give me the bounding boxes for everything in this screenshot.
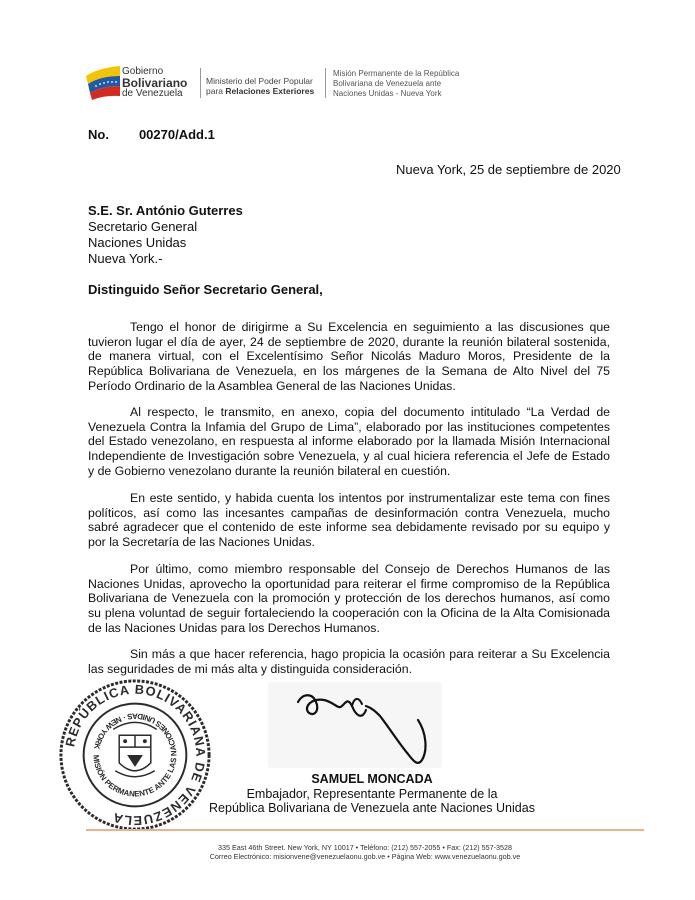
footer-email-web: Correo Electrónico: misionvene@venezuelaonu.gob.ve • Página Web: www.venezuelaonu.gob.ve xyxy=(209,852,521,861)
paragraph-5: Sin más a que hacer referencia, hago propicia la ocasión para reiterar a Su Excelencia las seguridades de mi más alta y distinguida consideración. xyxy=(88,647,610,676)
gob-line1: Gobierno xyxy=(122,66,164,77)
ministry-line2-prefix: para xyxy=(206,86,226,96)
mission-line1: Misión Permanente de la República xyxy=(333,69,460,78)
gob-line3: de Venezuela xyxy=(122,88,183,99)
mission-line2: Bolivariana de Venezuela ante xyxy=(333,79,442,88)
mission-name xyxy=(333,69,459,99)
footer-contact xyxy=(86,843,644,861)
ministry-line2-bold: Relaciones Exteriores xyxy=(225,86,315,96)
svg-text:REPÚBLICA BOLIVARIANA DE VENEZ: REPÚBLICA BOLIVARIANA DE VENEZUELA xyxy=(62,681,209,829)
signer-title-line1: Embajador, Representante Permanente de la xyxy=(246,786,498,801)
addressee-title: Secretario General xyxy=(88,219,198,234)
footer-address: 335 East 46th Street. New York, NY 10017 • Teléfono: (212) 557-2055 • Fax: (212) 557-3528 xyxy=(217,843,513,852)
addressee-name: S.E. Sr. António Guterres xyxy=(88,203,243,218)
paragraph-3: En este sentido, y habida cuenta los intentos por instrumentalizar este tema con fines políticos, así como las incesantes campañas de desinformación contra Venezuela, mucho sabré agradecer que el contenido de este informe sea debidamente revisado por su equipo y por la Secretaría de las Naciones Unidas. xyxy=(88,491,610,550)
body-paragraph xyxy=(88,562,610,636)
letterhead-divider xyxy=(200,68,201,98)
signer-name: SAMUEL MONCADA xyxy=(311,772,433,786)
addressee-block xyxy=(88,203,243,267)
svg-text:MISIÓN PERMANENTE ANTE LAS NAC: MISIÓN PERMANENTE ANTE LAS NACIONES UNIDAS · NEW YORK xyxy=(91,711,179,799)
letter-date: Nueva York, 25 de septiembre de 2020 xyxy=(396,162,621,177)
paragraph-2: Al respecto, le transmito, en anexo, copia del documento intitulado “La Verdad de Venezuela Contra la Infamia del Grupo de Lima”, elaborado por las instituciones competentes del Estado venezolano, en respuesta al informe elaborado por la llamada Misión Internacional Independiente de Investigación sobre Venezuela, y al cual hiciera referencia el Jefe de Estado y de Gobierno venezolano durante la reunión bilateral en cuestión. xyxy=(88,405,610,478)
venezuela-flag-logo-icon xyxy=(82,62,122,100)
addressee-organization: Naciones Unidas xyxy=(88,235,187,250)
body-paragraph xyxy=(88,491,610,550)
government-wordmark xyxy=(122,67,187,99)
gob-line2: Bolivariano xyxy=(122,76,188,90)
number-value: 00270/Add.1 xyxy=(138,127,215,142)
mission-line3: Naciones Unidas - Nueva York xyxy=(333,89,442,98)
salutation: Distinguido Señor Secretario General, xyxy=(88,282,323,297)
ministry-name xyxy=(206,76,314,96)
signer-block xyxy=(172,772,572,816)
handwritten-signature xyxy=(268,676,478,776)
document-number xyxy=(88,127,215,142)
addressee-city: Nueva York.- xyxy=(88,251,163,266)
paragraph-1: Tengo el honor de dirigirme a Su Excelencia en seguimiento a las discusiones que tuvieron lugar el día de ayer, 24 de septiembre de 2020, durante la reunión bilateral sostenida, de manera virtual, con el Excelentísimo Señor Nicolás Maduro Moros, Presidente de la República Bolivariana de Venezuela, en los márgenes de la Semana de Alto Nivel del 75 Período Ordinario de la Asamblea General de las Naciones Unidas. xyxy=(88,320,610,393)
body-paragraph xyxy=(88,320,610,394)
footer-divider xyxy=(86,829,644,831)
signer-title-line2: República Bolivariana de Venezuela ante Naciones Unidas xyxy=(209,801,535,815)
letterhead-divider xyxy=(325,68,326,98)
letterhead xyxy=(82,62,642,102)
number-label: No. xyxy=(88,127,109,142)
body-paragraph xyxy=(88,405,610,479)
ministry-line1: Ministerio del Poder Popular xyxy=(206,76,313,86)
paragraph-4: Por último, como miembro responsable del Consejo de Derechos Humanos de las Naciones Unidas, aprovecho la oportunidad para reiterar el firme compromiso de la República Bolivariana de Venezuela con la promoción y protección de los derechos humanos, así como su plena voluntad de seguir fortaleciendo la cooperación con la Oficina de la Alta Comisionada de las Naciones Unidas para los Derechos Humanos. xyxy=(88,562,610,635)
body-paragraph xyxy=(88,647,610,676)
